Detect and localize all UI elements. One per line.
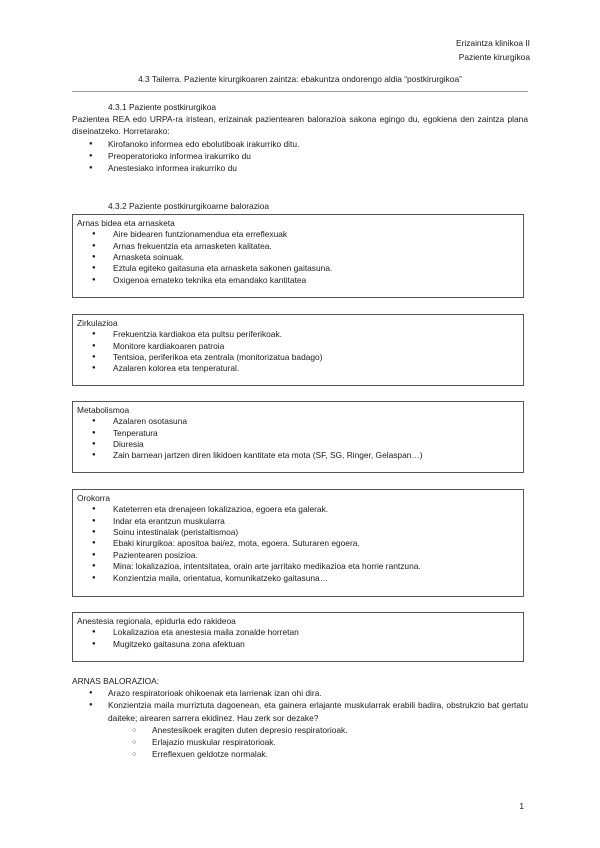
list-item: ● Monitore kardiakoaren patroia <box>77 341 519 352</box>
sub-list-item: ○ Anestesikoek eragiten duten depresio respiratorioak. <box>72 724 528 736</box>
bullet-list <box>72 687 528 724</box>
list-item: ● Azalaren kolorea eta tenperatural. <box>77 363 519 374</box>
list-item: ● Kirofanoko informea edo ebolutiboak irakurriko ditu. <box>72 138 528 150</box>
list-item: ● Azalaren osotasuna <box>77 416 519 427</box>
section-heading: 4.3.2 Paziente postkirurgikoarne balorazioa <box>108 201 270 211</box>
section-heading: 4.3.1 Paziente postkirurgikoa <box>108 102 217 112</box>
bullet-list <box>72 138 528 175</box>
page-header <box>456 36 530 64</box>
list-item: ● Mina: lokalizazioa, intentsitatea, orain arte jarritako medikazioa eta horrie rantzuna. <box>77 561 519 572</box>
assessment-box-zirkulazioa <box>72 314 524 386</box>
list-item: ● Arnas frekuentzia eta arnasketen kalitatea. <box>77 241 519 252</box>
bullet-list <box>77 229 519 286</box>
box-title: Zirkulazioa <box>77 318 118 328</box>
box-title: Anestesia regionala, epidurla edo rakideoa <box>77 616 236 626</box>
list-item: ● Tentsioa, periferikoa eta zentrala (monitorizatua badago) <box>77 352 519 363</box>
section-arnas-balorazioa <box>72 675 528 760</box>
list-item: ● Kateterren eta drenajeen lokalizazioa, egoera eta galerak. <box>77 504 519 515</box>
bullet-list <box>77 504 519 584</box>
list-item: ● Konzientzia maila, orientatua, komunikatzeko gaitasuna… <box>77 573 519 584</box>
header-course: Erizaintza klinikoa II <box>455 38 530 48</box>
list-item: ● Eztula egiteko gaitasuna eta arnasketa sakonen gaitasuna. <box>77 263 519 274</box>
section-paragraph: Pazientea REA edo URPA-ra iristean, erizainak pazientearen balorazioa sakona egingo du, egokiena den zaintza plana diseinatzeko. Horretarako: <box>72 114 528 137</box>
assessment-box-arnas <box>72 214 524 298</box>
arnas-heading: ARNAS BALORAZIOA: <box>72 676 160 686</box>
list-item: ● Konzientzia maila murriztuta dagoenean, eta gainera erlajante muskularrak erabili badira, obstrukzio bat gertatu daiteke; airearen sarrera ekidinez. Hau zerk sor dezake? <box>72 699 528 723</box>
list-item: ● Preoperatorioko informea irakurriko du <box>72 150 528 162</box>
list-item: ● Aire bidearen funtzionamendua eta erreflexuak <box>77 229 519 240</box>
sub-bullet-list <box>72 724 528 761</box>
bullet-list <box>77 416 519 462</box>
list-item: ● Arnasketa soinuak. <box>77 252 519 263</box>
bullet-list <box>77 627 519 650</box>
box-title: Metabolismoa <box>77 405 130 415</box>
list-item: ● Tenperatura <box>77 428 519 439</box>
assessment-box-anestesia <box>72 612 524 662</box>
assessment-box-orokorra <box>72 489 524 597</box>
list-item: ● Oxigenoa emateko teknika eta emandako kantitatea <box>77 275 519 286</box>
assessment-box-metabolismoa <box>72 401 524 473</box>
list-item: ● Mugitzeko gaitasuna zona afektuan <box>77 639 519 650</box>
list-item: ● Soinu intestinalak (peristaltismoa) <box>77 527 519 538</box>
list-item: ● Lokalizazioa eta anestesia maila zonalde horretan <box>77 627 519 638</box>
list-item: ● Frekuentzia kardiakoa eta pultsu periferikoak. <box>77 329 519 340</box>
list-item: ● Indar eta erantzun muskularra <box>77 516 519 527</box>
sub-list-item: ○ Erreflexuen geldotze normalak. <box>72 748 528 760</box>
list-item: ● Anestesiako informea irakurriko du <box>72 162 528 174</box>
header-subtitle: Paziente kirurgikoa <box>458 52 530 62</box>
box-title: Orokorra <box>77 493 111 503</box>
title-divider <box>72 91 528 92</box>
list-item: ● Arazo respiratorioak ohikoenak eta larrienak izan ohi dira. <box>72 687 528 699</box>
box-title: Arnas bidea eta arnasketa <box>77 218 175 228</box>
list-item: ● Diuresia <box>77 439 519 450</box>
section-postkirurgikoa <box>72 101 528 174</box>
list-item: ● Zain barnean jartzen diren likidoen kantitate eta mota (SF, SG, Ringer, Gelaspan…) <box>77 450 519 461</box>
section-balorazioa <box>72 200 528 212</box>
bullet-list <box>77 329 519 375</box>
list-item: ● Pazientearen posizioa. <box>77 550 519 561</box>
page-number: 1 <box>519 801 524 811</box>
sub-list-item: ○ Erlajazio muskular respiratorioak. <box>72 736 528 748</box>
list-item: ● Ebaki kirurgikoa: apositoa bai/ez, mota, egoera. Suturaren egoera. <box>77 538 519 549</box>
chapter-title: 4.3 Tailerra. Paziente kirurgikoaren zaintza: ebakuntza ondorengo aldia “postkirurgikoa” <box>138 74 462 84</box>
